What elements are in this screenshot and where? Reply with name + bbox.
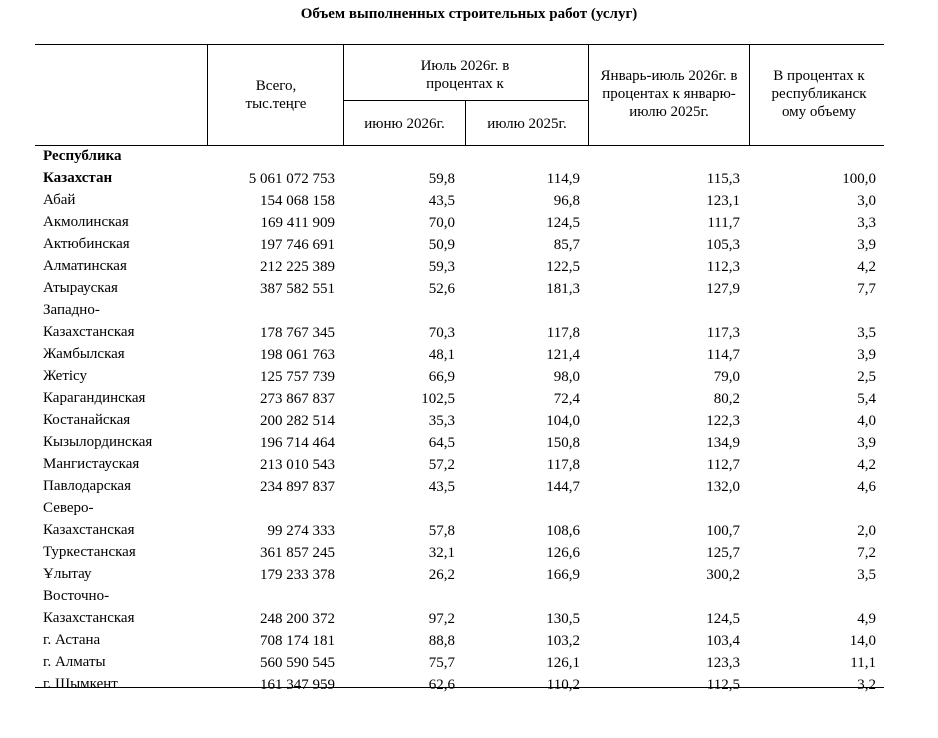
cell-june: 70,0 xyxy=(428,215,455,231)
cell-june: 57,8 xyxy=(428,523,455,539)
cell-region: г. Астана xyxy=(43,632,101,648)
cell-total: 196 714 464 xyxy=(260,435,335,451)
cell-june: 97,2 xyxy=(428,611,455,627)
cell-total: 5 061 072 753 xyxy=(248,171,335,187)
cell-jan-jul: 79,0 xyxy=(713,369,740,385)
cell-july: 104,0 xyxy=(546,413,580,429)
cell-region: Северо- xyxy=(43,500,94,516)
cell-region: Карагандинская xyxy=(43,390,146,406)
cell-share: 7,7 xyxy=(857,281,876,297)
cell-july: 121,4 xyxy=(546,347,580,363)
cell-june: 35,3 xyxy=(428,413,455,429)
cell-july: 85,7 xyxy=(553,237,580,253)
cell-june: 43,5 xyxy=(428,479,455,495)
cell-total: 161 347 959 xyxy=(260,677,335,693)
cell-jan-jul: 114,7 xyxy=(706,347,740,363)
cell-july: 122,5 xyxy=(546,259,580,275)
cell-share: 5,4 xyxy=(857,391,876,407)
cell-region: Казахстанская xyxy=(43,522,135,538)
cell-jan-jul: 300,2 xyxy=(706,567,740,583)
cell-total: 273 867 837 xyxy=(260,391,335,407)
cell-jan-jul: 132,0 xyxy=(706,479,740,495)
cell-total: 99 274 333 xyxy=(267,523,335,539)
cell-jan-jul: 112,3 xyxy=(706,259,740,275)
cell-region: Западно- xyxy=(43,302,100,318)
cell-total: 169 411 909 xyxy=(260,215,335,231)
cell-july: 126,6 xyxy=(546,545,580,561)
cell-total: 361 857 245 xyxy=(260,545,335,561)
cell-jan-jul: 80,2 xyxy=(713,391,740,407)
cell-june: 43,5 xyxy=(428,193,455,209)
cell-share: 3,2 xyxy=(857,677,876,693)
cell-share: 100,0 xyxy=(842,171,876,187)
cell-region: Жетісу xyxy=(43,368,88,384)
header-july-group: Июль 2026г. в процентах к xyxy=(420,58,510,92)
cell-june: 32,1 xyxy=(428,545,455,561)
cell-jan-jul: 127,9 xyxy=(706,281,740,297)
cell-july: 108,6 xyxy=(546,523,580,539)
cell-share: 4,2 xyxy=(857,259,876,275)
cell-total: 387 582 551 xyxy=(260,281,335,297)
cell-july: 96,8 xyxy=(553,193,580,209)
cell-jan-jul: 117,3 xyxy=(706,325,740,341)
cell-june: 59,8 xyxy=(428,171,455,187)
cell-share: 14,0 xyxy=(849,633,876,649)
cell-june: 75,7 xyxy=(428,655,455,671)
cell-region: Ұлытау xyxy=(43,566,92,582)
header-total: Всего, тыс.теңге xyxy=(245,78,307,112)
cell-region: Павлодарская xyxy=(43,478,131,494)
cell-share: 2,0 xyxy=(857,523,876,539)
cell-share: 3,3 xyxy=(857,215,876,231)
cell-region: Казахстанская xyxy=(43,610,135,626)
cell-total: 248 200 372 xyxy=(260,611,335,627)
cell-region: Абай xyxy=(43,192,76,208)
cell-total: 708 174 181 xyxy=(260,633,335,649)
cell-share: 3,5 xyxy=(857,567,876,583)
cell-jan-jul: 111,7 xyxy=(707,215,740,231)
page-title: Объем выполненных строительных работ (услуг) xyxy=(300,6,638,22)
cell-jan-jul: 125,7 xyxy=(706,545,740,561)
cell-june: 26,2 xyxy=(428,567,455,583)
cell-region: Казахстан xyxy=(43,170,113,186)
cell-share: 3,9 xyxy=(857,435,876,451)
header-jan-jul: Январь-июль 2026г. в процентах к январю-июлю 2025г. xyxy=(600,68,738,120)
cell-june: 64,5 xyxy=(428,435,455,451)
cell-jan-jul: 122,3 xyxy=(706,413,740,429)
cell-july: 117,8 xyxy=(546,325,580,341)
cell-share: 7,2 xyxy=(857,545,876,561)
cell-total: 212 225 389 xyxy=(260,259,335,275)
cell-jan-jul: 115,3 xyxy=(706,171,740,187)
cell-share: 3,0 xyxy=(857,193,876,209)
cell-region: г. Алматы xyxy=(43,654,106,670)
cell-region: Мангистауская xyxy=(43,456,140,472)
cell-share: 3,9 xyxy=(857,237,876,253)
cell-july: 98,0 xyxy=(553,369,580,385)
cell-july: 117,8 xyxy=(546,457,580,473)
cell-share: 4,6 xyxy=(857,479,876,495)
cell-total: 198 061 763 xyxy=(260,347,335,363)
cell-region: Костанайская xyxy=(43,412,131,428)
cell-june: 50,9 xyxy=(428,237,455,253)
cell-july: 110,2 xyxy=(546,677,580,693)
cell-total: 125 757 739 xyxy=(260,369,335,385)
cell-june: 52,6 xyxy=(428,281,455,297)
header-divider xyxy=(749,44,750,145)
table-top-rule xyxy=(35,44,884,45)
cell-jan-jul: 124,5 xyxy=(706,611,740,627)
cell-july: 144,7 xyxy=(546,479,580,495)
cell-jan-jul: 112,5 xyxy=(706,677,740,693)
cell-total: 154 068 158 xyxy=(260,193,335,209)
cell-june: 70,3 xyxy=(428,325,455,341)
cell-total: 213 010 543 xyxy=(260,457,335,473)
cell-region: Республика xyxy=(43,148,122,164)
cell-region: Туркестанская xyxy=(43,544,136,560)
header-share: В процентах к республиканск ому объему xyxy=(771,68,867,120)
cell-share: 4,2 xyxy=(857,457,876,473)
header-divider xyxy=(588,44,589,145)
cell-june: 62,6 xyxy=(428,677,455,693)
cell-jan-jul: 123,1 xyxy=(706,193,740,209)
cell-region: Кызылординская xyxy=(43,434,153,450)
cell-total: 197 746 691 xyxy=(260,237,335,253)
cell-jan-jul: 105,3 xyxy=(706,237,740,253)
cell-region: Восточно- xyxy=(43,588,110,604)
cell-total: 178 767 345 xyxy=(260,325,335,341)
cell-july: 130,5 xyxy=(546,611,580,627)
cell-june: 59,3 xyxy=(428,259,455,275)
cell-region: Акмолинская xyxy=(43,214,129,230)
cell-june: 88,8 xyxy=(428,633,455,649)
cell-july: 103,2 xyxy=(546,633,580,649)
cell-region: Актюбинская xyxy=(43,236,130,252)
cell-june: 48,1 xyxy=(428,347,455,363)
cell-share: 3,5 xyxy=(857,325,876,341)
header-june: июню 2026г. xyxy=(364,116,445,132)
cell-total: 179 233 378 xyxy=(260,567,335,583)
cell-jan-jul: 100,7 xyxy=(706,523,740,539)
cell-total: 234 897 837 xyxy=(260,479,335,495)
cell-june: 57,2 xyxy=(428,457,455,473)
cell-july: 114,9 xyxy=(546,171,580,187)
cell-share: 2,5 xyxy=(857,369,876,385)
cell-jan-jul: 112,7 xyxy=(706,457,740,473)
cell-share: 3,9 xyxy=(857,347,876,363)
cell-jan-jul: 103,4 xyxy=(706,633,740,649)
cell-july: 72,4 xyxy=(553,391,580,407)
cell-june: 66,9 xyxy=(428,369,455,385)
cell-region: Казахстанская xyxy=(43,324,135,340)
cell-total: 200 282 514 xyxy=(260,413,335,429)
cell-july: 166,9 xyxy=(546,567,580,583)
cell-july: 126,1 xyxy=(546,655,580,671)
cell-share: 4,0 xyxy=(857,413,876,429)
cell-region: Алматинская xyxy=(43,258,127,274)
cell-july: 150,8 xyxy=(546,435,580,451)
header-july-prev: июлю 2025г. xyxy=(487,116,567,132)
header-bottom-rule xyxy=(35,145,884,146)
cell-total: 560 590 545 xyxy=(260,655,335,671)
cell-share: 4,9 xyxy=(857,611,876,627)
cell-jan-jul: 134,9 xyxy=(706,435,740,451)
cell-region: Атырауская xyxy=(43,280,118,296)
cell-region: г. Шымкент xyxy=(43,676,118,692)
cell-june: 102,5 xyxy=(421,391,455,407)
cell-july: 181,3 xyxy=(546,281,580,297)
cell-share: 11,1 xyxy=(850,655,876,671)
cell-jan-jul: 123,3 xyxy=(706,655,740,671)
cell-july: 124,5 xyxy=(546,215,580,231)
cell-region: Жамбылская xyxy=(43,346,125,362)
header-divider xyxy=(207,44,208,145)
